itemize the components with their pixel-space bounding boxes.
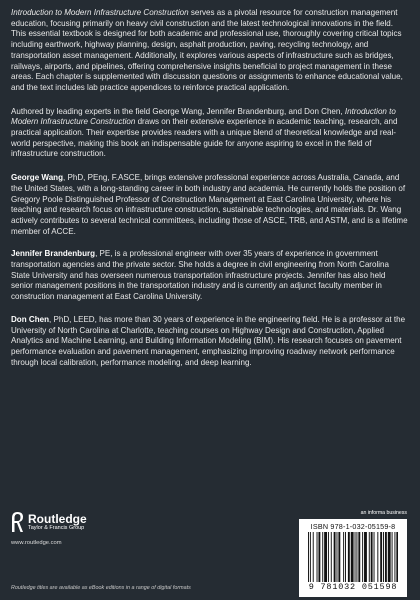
routledge-logo-icon	[11, 511, 24, 533]
bio-jennifer-brandenburg	[11, 249, 409, 303]
intro-text: serves as a pivotal resource for construction management education, focusing primarily on heavy civil construction and the latest technological innovations in the field. This essential textbook is designed for both academic and professional use, thoroughly covering critical topics including earthwork, highway planning, design, asphalt production, paving, recycling technology, and transportation asset management. Additionally, it explores various aspects of infrastructure such as bridges, railways, airports, and pipelines, offering comprehensive insights beneficial to project management in these areas. Each chapter is supplemented with discussion questions or assignments to enhance educational value, and the text includes lab practice appendices to reinforce practical application.	[11, 8, 403, 92]
informa-tagline: an informa business	[360, 510, 407, 516]
bio-text: , PE, is a professional engineer with over 35 years of experience in government transportation agencies and the private sector. She holds a degree in civil engineering from North Carolina State University and has overseen numerous transportation infrastructure projects. Jennifer has also held senior management positions in the transportation industry and is currently an adjunct faculty member in construction management at East Carolina University.	[11, 249, 389, 302]
publisher-logo[interactable]	[11, 511, 87, 533]
author-name: George Wang	[11, 173, 64, 183]
publisher-name: Routledge	[28, 511, 87, 526]
author-name: Jennifer Brandenburg	[11, 249, 96, 259]
ebook-note: Routledge titles are available as eBook editions in a range of digital formats	[11, 585, 191, 591]
author-name: Don Chen	[11, 314, 49, 324]
book-title-italic: Introduction to Modern Infrastructure Construction	[11, 106, 396, 127]
authors-text-after: draws on their extensive experience in academic teaching, research, and practical application. Their expertise provides readers with a unique blend of theoretical knowledge and real-world perspective, making this book an indispensable guide for anyone aspiring to excel in the field of infrastructure construction.	[11, 117, 398, 159]
isbn-text: ISBN 978-1-032-05159-8	[310, 522, 396, 531]
publisher-subtitle: Taylor & Francis Group	[28, 524, 85, 531]
barcode-panel	[299, 519, 407, 597]
intro-paragraph	[11, 8, 409, 94]
bio-text: , PhD, LEED, has more than 30 years of experience in the engineering field. He is a professor at the University of North Carolina at Charlotte, teaching courses on Highway Design and Construction, Applied Analytics and Machine Learning, and Building Information Modeling (BIM). His research focuses on pavement performance evaluation and pavement management, emphasizing improving roadway network performance through local calibration, performance modeling, and deep learning.	[11, 314, 406, 367]
bio-text: , PhD, PEng, F.ASCE, brings extensive professional experience across Australia, Canada, and the United States, with a long-standing career in both industry and academia. He currently holds the position of Gregory Poole Distinguished Professor of Construction Management at East Carolina University, where his teaching and research focus on infrastructure construction, sustainable technologies, and materials. Dr. Wang actively contributes to several technical committees, including those of ASCE, TRB, and ASTM, and is a lifetime member of ACCE.	[11, 173, 408, 236]
publisher-website[interactable]: www.routledge.com	[11, 540, 62, 546]
cover-footer	[11, 508, 409, 598]
barcode-number: 9 781032 051598	[308, 582, 398, 592]
authors-paragraph	[11, 107, 409, 161]
authors-text-before: Authored by leading experts in the field George Wang, Jennifer Brandenburg, and Don Chen,	[11, 106, 345, 116]
barcode-icon	[308, 532, 398, 582]
logo-text	[28, 513, 87, 532]
bio-george-wang	[11, 173, 409, 237]
book-title-italic: Introduction to Modern Infrastructure Construction	[11, 8, 189, 17]
bio-don-chen	[11, 315, 409, 369]
back-cover-text	[11, 8, 409, 380]
